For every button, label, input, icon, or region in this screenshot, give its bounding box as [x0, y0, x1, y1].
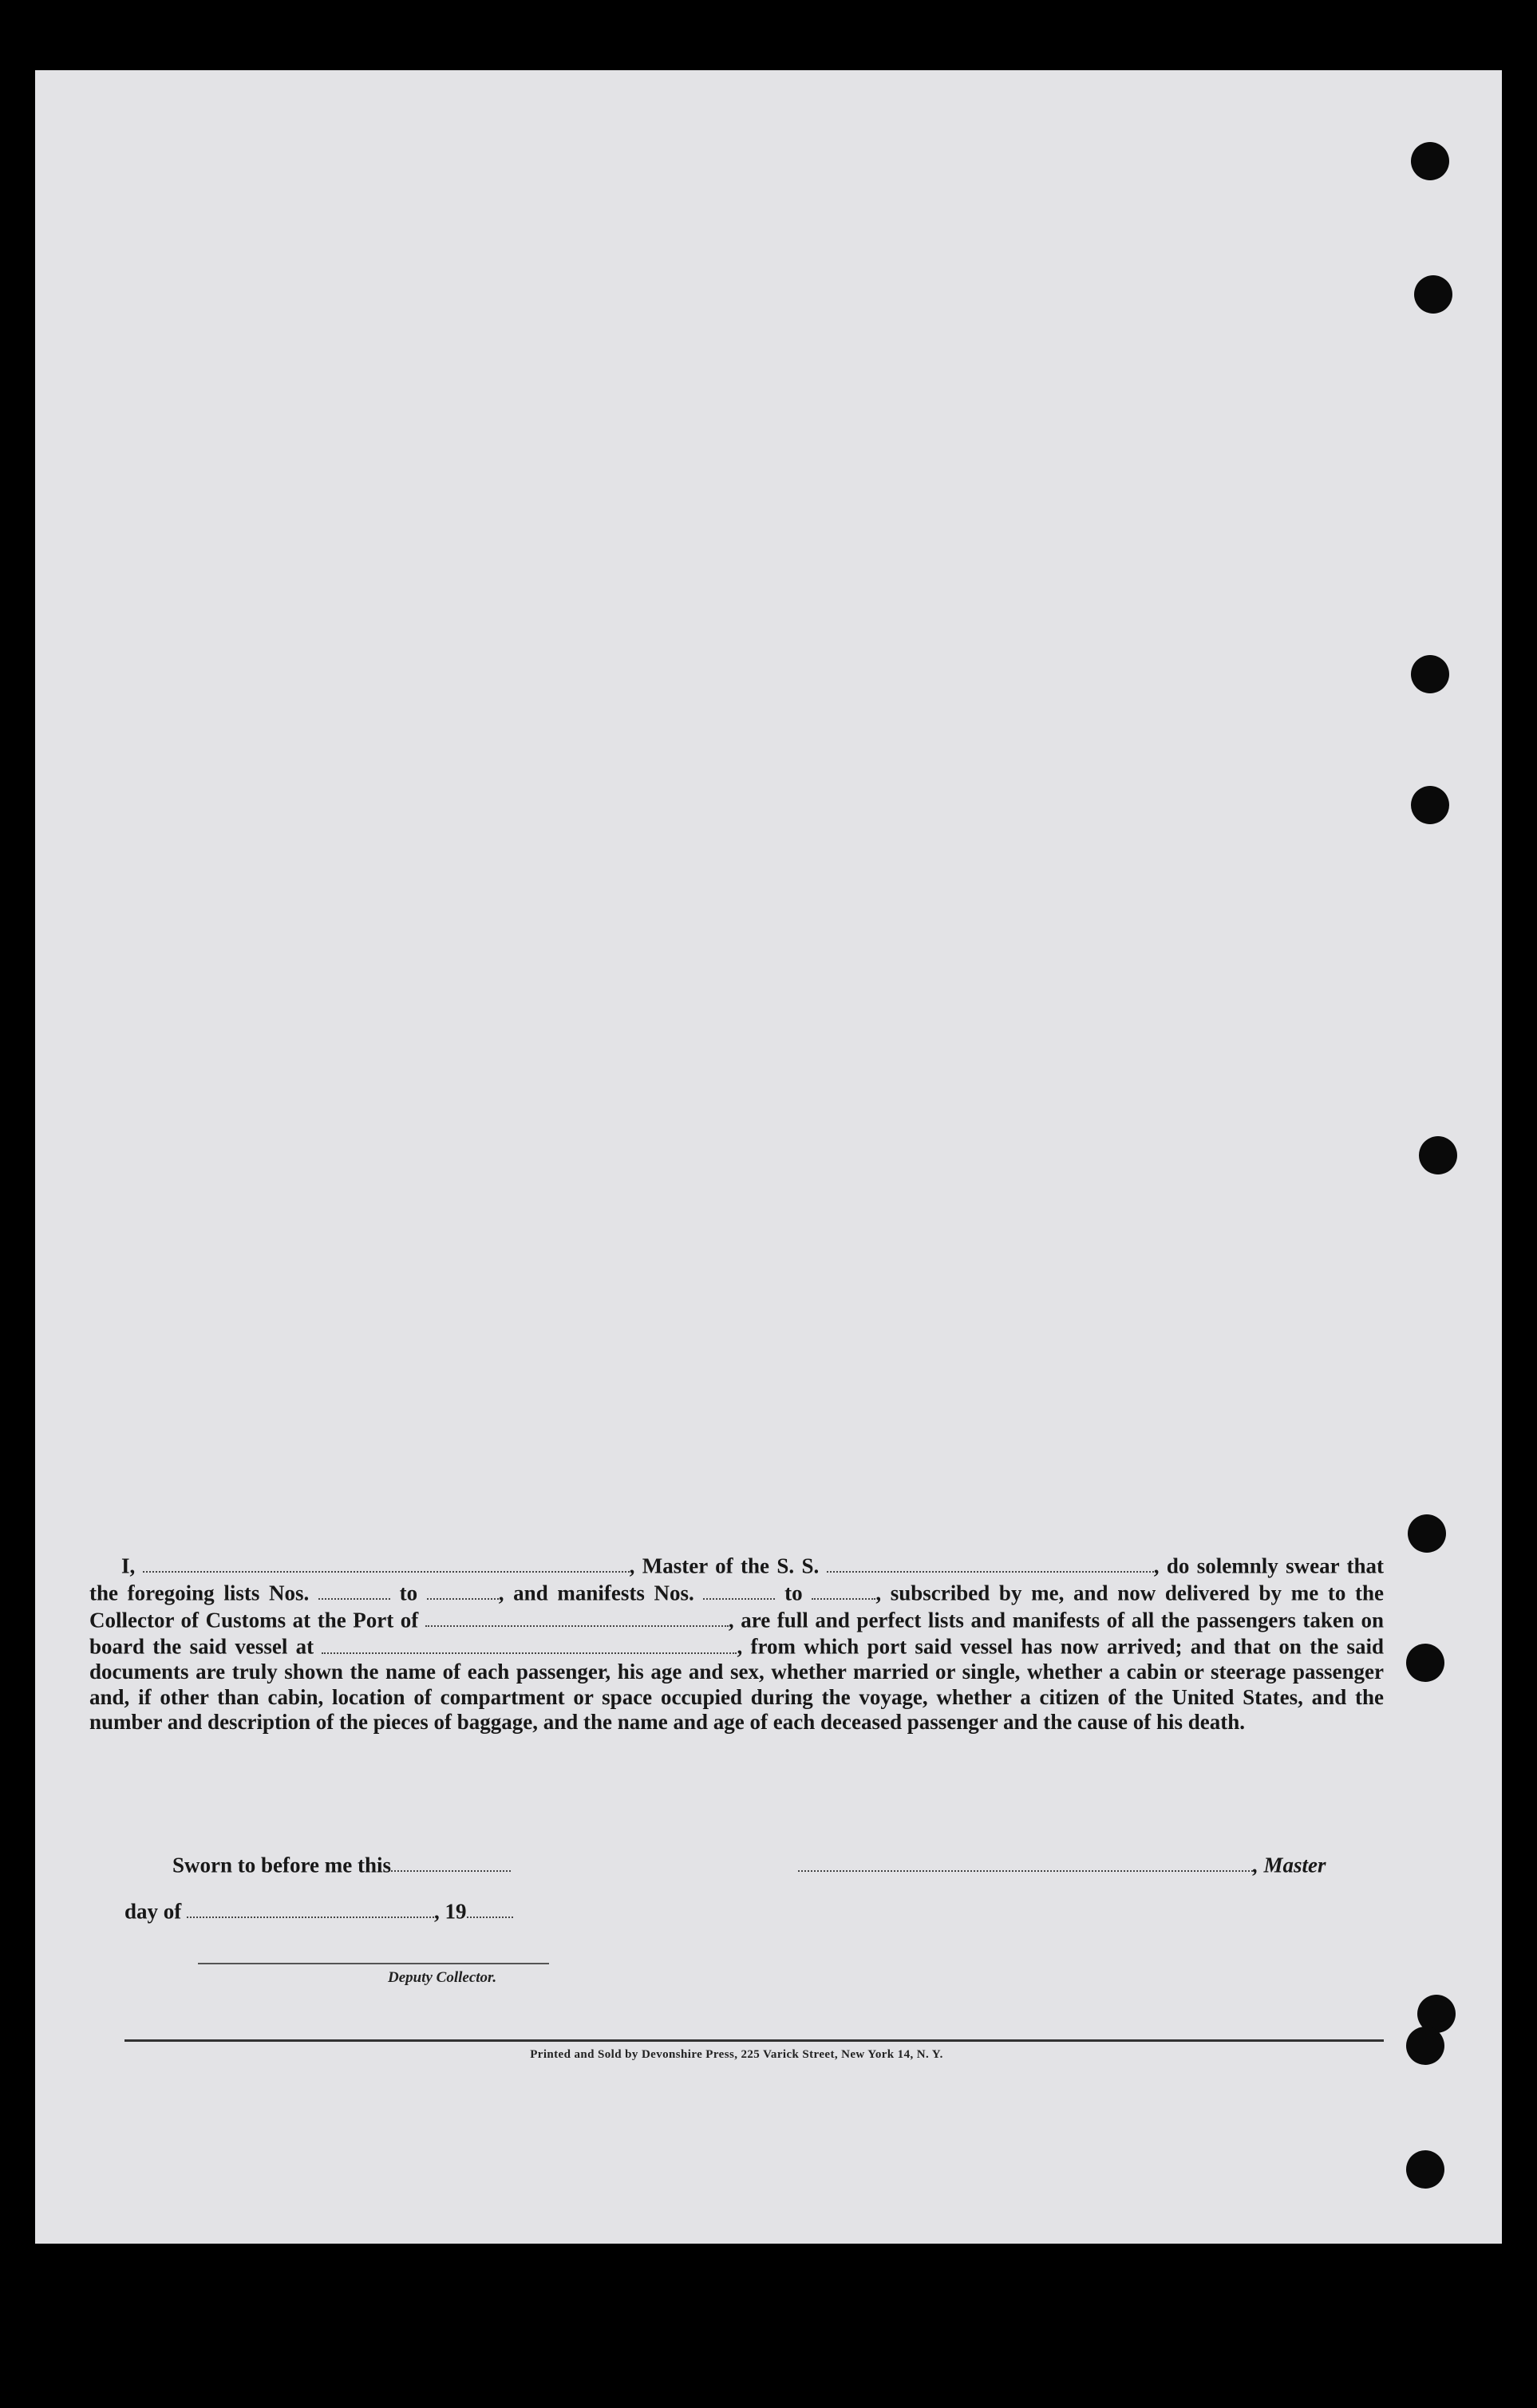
year-label: , 19 [434, 1899, 467, 1924]
deputy-signature-line[interactable] [198, 1963, 549, 1964]
master-name-blank[interactable] [143, 1552, 630, 1573]
year-blank[interactable] [467, 1897, 513, 1918]
binder-hole [1419, 1136, 1457, 1174]
port-blank[interactable] [425, 1606, 729, 1627]
oath-text: , subscribed by me, and now delivered by me to the Collector of Customs at the Port of [89, 1581, 1385, 1632]
day-of-label: day of [124, 1899, 182, 1924]
manifests-from-blank[interactable] [703, 1579, 775, 1600]
sworn-line [172, 1851, 511, 1877]
sworn-label: Sworn to before me this [172, 1853, 391, 1877]
master-oath-paragraph [89, 1552, 1384, 1735]
vessel-name-blank[interactable] [827, 1552, 1154, 1573]
sworn-day-blank[interactable] [391, 1851, 511, 1872]
footer-rule [124, 2039, 1384, 2042]
lists-from-blank[interactable] [318, 1579, 390, 1600]
oath-text: to [784, 1581, 803, 1605]
month-blank[interactable] [187, 1897, 434, 1918]
binder-hole [1406, 1644, 1444, 1682]
master-signature-line [798, 1851, 1326, 1877]
binder-hole [1411, 786, 1449, 824]
printer-imprint: Printed and Sold by Devonshire Press, 225 Varick Street, New York 14, N. Y. [530, 2048, 943, 2061]
oath-text: , from which port said vessel has now arrived; and that on the said documents are truly shown the name of each passenger, his age and sex, whether married or single, whether a cabin or steerage passenger and, if other than cabin, location of compartment or space occupied during the voyage, whether a citizen of the United States, and the number and description of the pieces of baggage, and the name and age of each deceased passenger and the cause of his death. [89, 1634, 1385, 1735]
oath-text: , Master of the S. S. [629, 1553, 820, 1578]
oath-text: , are full and perfect lists and manifests of all the passengers taken on board the said vessel at [89, 1607, 1385, 1659]
master-label: , Master [1253, 1853, 1326, 1877]
manifests-to-blank[interactable] [812, 1579, 875, 1600]
embarkation-port-blank[interactable] [322, 1632, 737, 1653]
binder-hole [1408, 1514, 1446, 1553]
deputy-collector-caption: Deputy Collector. [388, 1969, 497, 1986]
oath-text: I, [121, 1553, 136, 1578]
master-signature-blank[interactable] [798, 1851, 1253, 1872]
binder-hole [1406, 2150, 1444, 2189]
oath-text: , do solemnly swear that the foregoing lists Nos. [89, 1553, 1384, 1605]
binder-hole [1406, 2027, 1444, 2065]
day-of-line [124, 1897, 513, 1924]
oath-text: , and manifests Nos. [498, 1581, 694, 1605]
binder-hole [1414, 275, 1452, 314]
lists-to-blank[interactable] [427, 1579, 499, 1600]
binder-hole [1411, 142, 1449, 180]
oath-text: to [399, 1581, 418, 1605]
binder-hole [1411, 655, 1449, 693]
